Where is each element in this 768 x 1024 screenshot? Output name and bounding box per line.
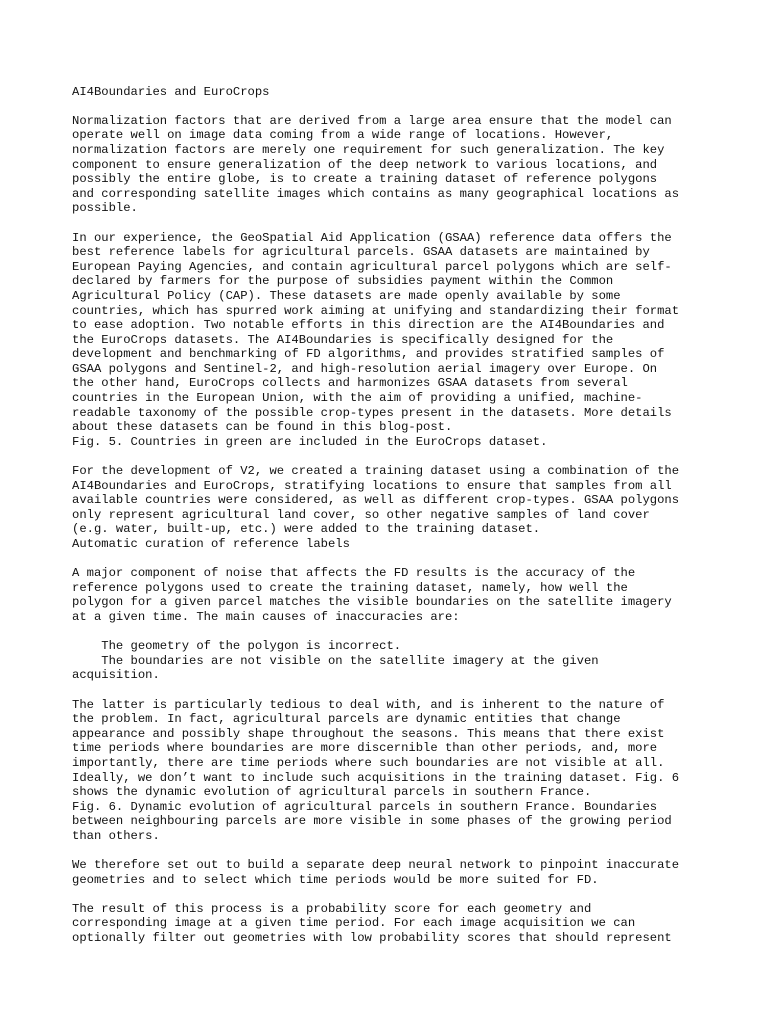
text-line: geometries and to select which time periods would be more suited for FD. bbox=[72, 872, 599, 887]
paragraph-gap bbox=[72, 99, 712, 114]
paragraph-gap bbox=[72, 683, 712, 698]
paragraph bbox=[72, 566, 712, 624]
text-line: We therefore set out to build a separate deep neural network to pinpoint inaccurate bbox=[72, 858, 680, 873]
paragraph-gap bbox=[72, 216, 712, 231]
text-line: GSAA polygons and Sentinel-2, and high-resolution aerial imagery over Europe. On bbox=[72, 361, 658, 376]
text-line: component to ensure generalization of the deep network to various locations, and bbox=[72, 157, 658, 172]
text-line: appearance and possibly shape throughout the seasons. This means that there exist bbox=[72, 726, 665, 741]
text-line: shows the dynamic evolution of agricultural parcels in southern France. bbox=[72, 785, 592, 800]
paragraph-gap bbox=[72, 887, 712, 902]
paragraph bbox=[72, 858, 712, 887]
text-line: Fig. 5. Countries in green are included in the EuroCrops dataset. bbox=[72, 434, 548, 449]
text-line: reference polygons used to create the training dataset, namely, how well the bbox=[72, 580, 628, 595]
text-line: polygon for a given parcel matches the visible boundaries on the satellite imagery bbox=[72, 595, 672, 610]
text-line: importantly, there are time periods where such boundaries are not visible at all. bbox=[72, 755, 665, 770]
text-line: to ease adoption. Two notable efforts in this direction are the AI4Boundaries and bbox=[72, 318, 665, 333]
paragraph-gap bbox=[72, 449, 712, 464]
paragraph bbox=[72, 639, 712, 683]
text-line: normalization factors are merely one requirement for such generalization. The key bbox=[72, 142, 665, 157]
text-line: declared by farmers for the purpose of subsidies payment within the Common bbox=[72, 274, 614, 289]
text-line: at a given time. The main causes of inaccuracies are: bbox=[72, 609, 460, 624]
text-line: The geometry of the polygon is incorrect. bbox=[72, 639, 402, 654]
paragraph-gap bbox=[72, 625, 712, 640]
text-line: In our experience, the GeoSpatial Aid Application (GSAA) reference data offers the bbox=[72, 230, 672, 245]
text-line: (e.g. water, built-up, etc.) were added to the training dataset. bbox=[72, 522, 541, 537]
text-line: countries in the European Union, with the aim of providing a unified, machine- bbox=[72, 391, 643, 406]
text-line: Ideally, we don’t want to include such acquisitions in the training dataset. Fig. 6 bbox=[72, 770, 680, 785]
paragraph bbox=[72, 902, 712, 946]
document-body bbox=[72, 70, 712, 946]
text-line: acquisition. bbox=[72, 668, 160, 683]
text-line: than others. bbox=[72, 828, 160, 843]
paragraph-gap bbox=[72, 843, 712, 858]
text-line: European Paying Agencies, and contain agricultural parcel polygons which are self- bbox=[72, 259, 672, 274]
paragraph bbox=[72, 231, 712, 450]
text-line: corresponding image at a given time period. For each image acquisition we can bbox=[72, 916, 636, 931]
text-line: the problem. In fact, agricultural parcels are dynamic entities that change bbox=[72, 712, 621, 727]
text-line: the other hand, EuroCrops collects and harmonizes GSAA datasets from several bbox=[72, 376, 628, 391]
text-line: The latter is particularly tedious to deal with, and is inherent to the nature of bbox=[72, 697, 665, 712]
text-line: only represent agricultural land cover, so other negative samples of land cover bbox=[72, 507, 650, 522]
paragraph bbox=[72, 464, 712, 552]
document-heading bbox=[72, 85, 712, 100]
text-line: AI4Boundaries and EuroCrops, stratifying locations to ensure that samples from all bbox=[72, 478, 672, 493]
text-line: For the development of V2, we created a training dataset using a combination of the bbox=[72, 464, 680, 479]
text-line: and corresponding satellite images which contains as many geographical locations as bbox=[72, 186, 680, 201]
text-line: the EuroCrops datasets. The AI4Boundaries is specifically designed for the bbox=[72, 332, 614, 347]
text-line: possibly the entire globe, is to create a training dataset of reference polygons bbox=[72, 172, 658, 187]
text-line: countries, which has spurred work aiming at unifying and standardizing their format bbox=[72, 303, 680, 318]
paragraph-gap bbox=[72, 552, 712, 567]
text-line: Automatic curation of reference labels bbox=[72, 537, 350, 551]
text-line: The boundaries are not visible on the satellite imagery at the given bbox=[72, 653, 599, 668]
text-line: The result of this process is a probability score for each geometry and bbox=[72, 901, 592, 916]
text-line: development and benchmarking of FD algorithms, and provides stratified samples of bbox=[72, 347, 665, 362]
text-line: between neighbouring parcels are more visible in some phases of the growing period bbox=[72, 814, 672, 829]
text-line: best reference labels for agricultural parcels. GSAA datasets are maintained by bbox=[72, 245, 650, 260]
text-line: AI4Boundaries and EuroCrops bbox=[72, 84, 270, 99]
paragraph bbox=[72, 698, 712, 844]
text-line: Normalization factors that are derived from a large area ensure that the model can bbox=[72, 113, 672, 128]
text-line: readable taxonomy of the possible crop-types present in the datasets. More details bbox=[72, 405, 672, 420]
text-line: Fig. 6. Dynamic evolution of agricultural parcels in southern France. Boundaries bbox=[72, 799, 658, 814]
text-line: A major component of noise that affects the FD results is the accuracy of the bbox=[72, 566, 636, 581]
text-line: possible. bbox=[72, 201, 138, 216]
text-line: operate well on image data coming from a wide range of locations. However, bbox=[72, 128, 614, 143]
text-line: optionally filter out geometries with low probability scores that should represent bbox=[72, 931, 672, 946]
text-line: available countries were considered, as well as different crop-types. GSAA polygons bbox=[72, 493, 680, 508]
paragraph bbox=[72, 114, 712, 216]
paragraph-gap bbox=[72, 70, 712, 85]
text-line: about these datasets can be found in this blog-post. bbox=[72, 420, 453, 435]
text-line: Agricultural Policy (CAP). These datasets are made openly available by some bbox=[72, 288, 621, 303]
text-line: time periods where boundaries are more discernible than other periods, and, more bbox=[72, 741, 658, 756]
